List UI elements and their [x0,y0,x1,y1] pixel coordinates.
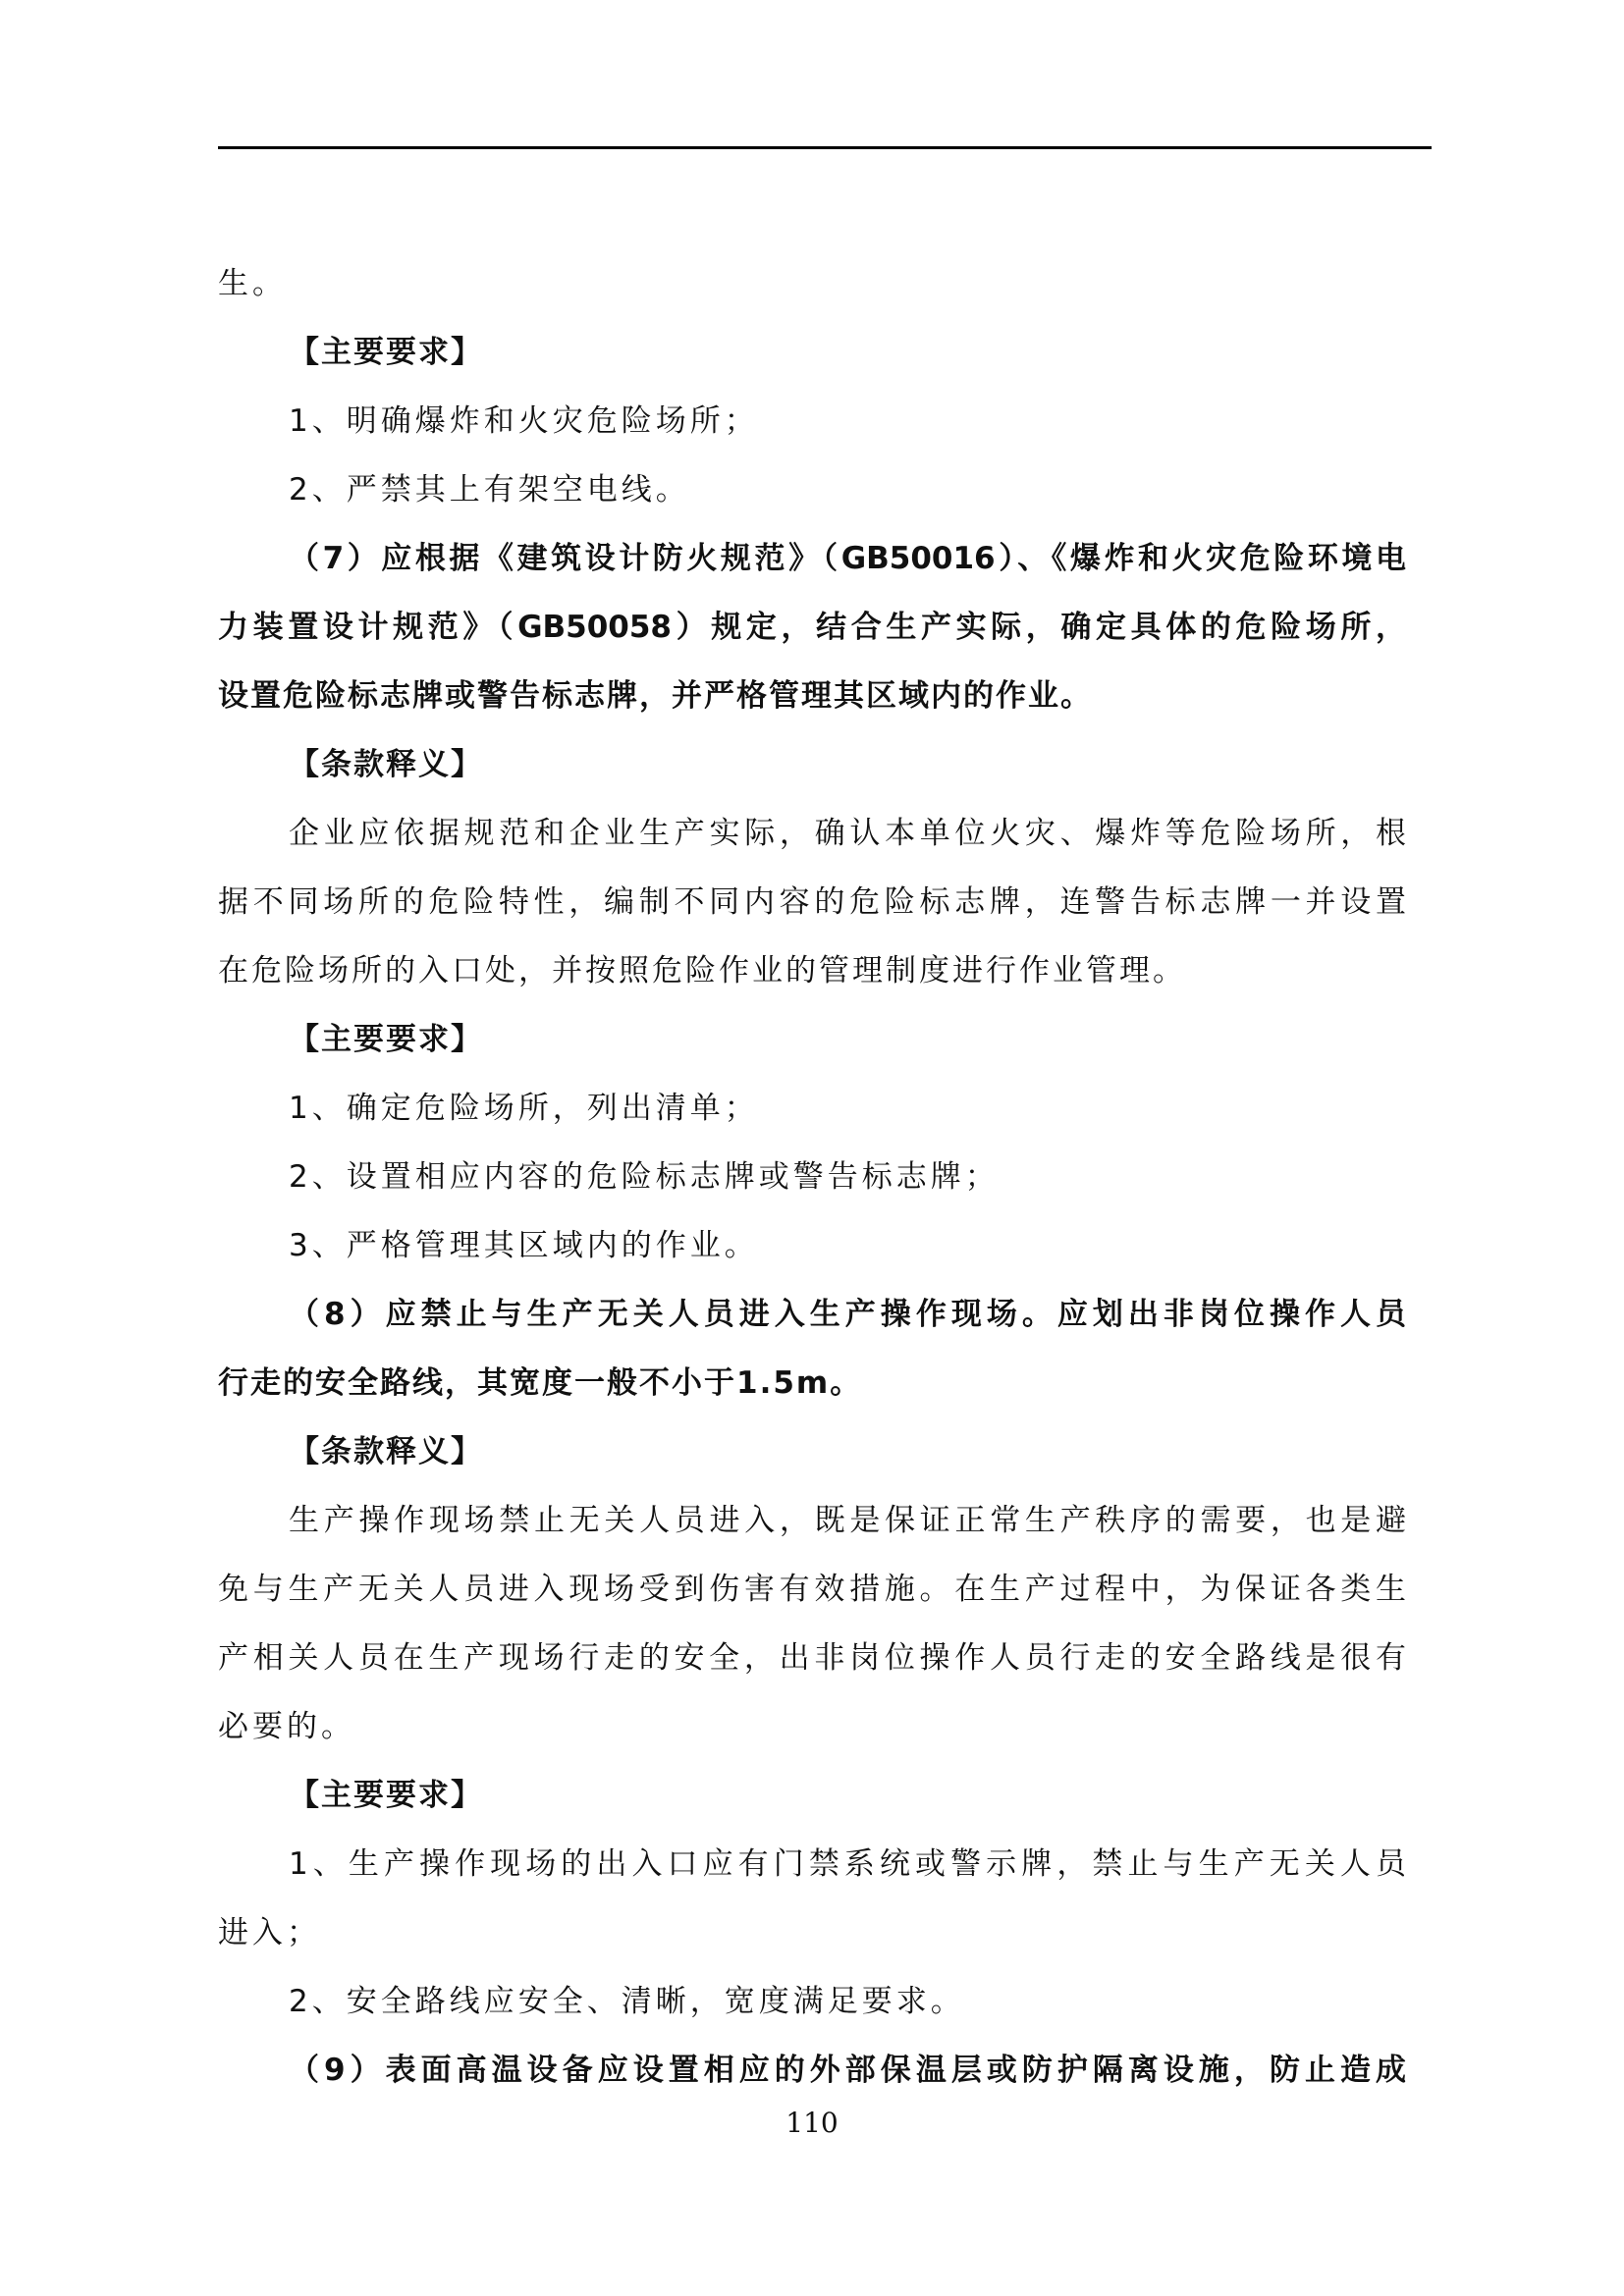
list-item: 2、严禁其上有架空电线。 [289,472,690,507]
section-heading: 【条款释义】 [289,747,483,782]
clause-text: 设置危险标志牌或警告标志牌，并严格管理其区域内的作业。 [218,678,1093,714]
paragraph-line: 生产操作现场禁止无关人员进入，既是保证正常生产秩序的需要，也是避 [289,1503,1406,1538]
paragraph-line: 据不同场所的危险特性，编制不同内容的危险标志牌，连警告标志牌一并设置 [218,884,1406,920]
paragraph-line: 产相关人员在生产现场行走的安全，出非岗位操作人员行走的安全路线是很有 [218,1640,1406,1676]
header-rule [218,146,1432,149]
clause-text: 力装置设计规范》（GB50058）规定，结合生产实际，确定具体的危险场所， [218,610,1406,645]
paragraph-line: 免与生产无关人员进入现场受到伤害有效措施。在生产过程中，为保证各类生 [218,1572,1406,1607]
section-heading: 【主要要求】 [289,1022,483,1057]
paragraph-line: 必要的。 [218,1709,355,1744]
list-item: 1、生产操作现场的出入口应有门禁系统或警示牌，禁止与生产无关人员 [289,1846,1406,1882]
page-body [218,249,1406,2105]
list-item: 1、明确爆炸和火灾危险场所； [289,403,759,439]
paragraph-line: 在危险场所的入口处，并按照危险作业的管理制度进行作业管理。 [218,953,1186,988]
list-item: 2、安全路线应安全、清晰，宽度满足要求。 [289,1984,965,2019]
list-item-continuation: 进入； [218,1915,321,1950]
clause-text: （9）表面高温设备应设置相应的外部保温层或防护隔离设施，防止造成 [289,2053,1406,2088]
section-heading: 【条款释义】 [289,1434,483,1469]
list-item: 3、严格管理其区域内的作业。 [289,1228,759,1263]
clause-text: （8）应禁止与生产无关人员进入生产操作现场。应划出非岗位操作人员 [289,1297,1406,1332]
clause-text: 行走的安全路线，其宽度一般不小于1.5m。 [218,1365,863,1401]
section-heading: 【主要要求】 [289,1778,483,1813]
list-item: 2、设置相应内容的危险标志牌或警告标志牌； [289,1159,1000,1195]
paragraph-line: 企业应依据规范和企业生产实际，确认本单位火灾、爆炸等危险场所，根 [289,816,1406,851]
section-heading: 【主要要求】 [289,335,483,370]
list-item: 1、确定危险场所，列出清单； [289,1091,759,1126]
clause-text: （7）应根据《建筑设计防火规范》（GB50016）、《爆炸和火灾危险环境电 [289,541,1406,576]
text-line: 生。 [218,266,287,301]
page-number: 110 [785,2107,839,2139]
